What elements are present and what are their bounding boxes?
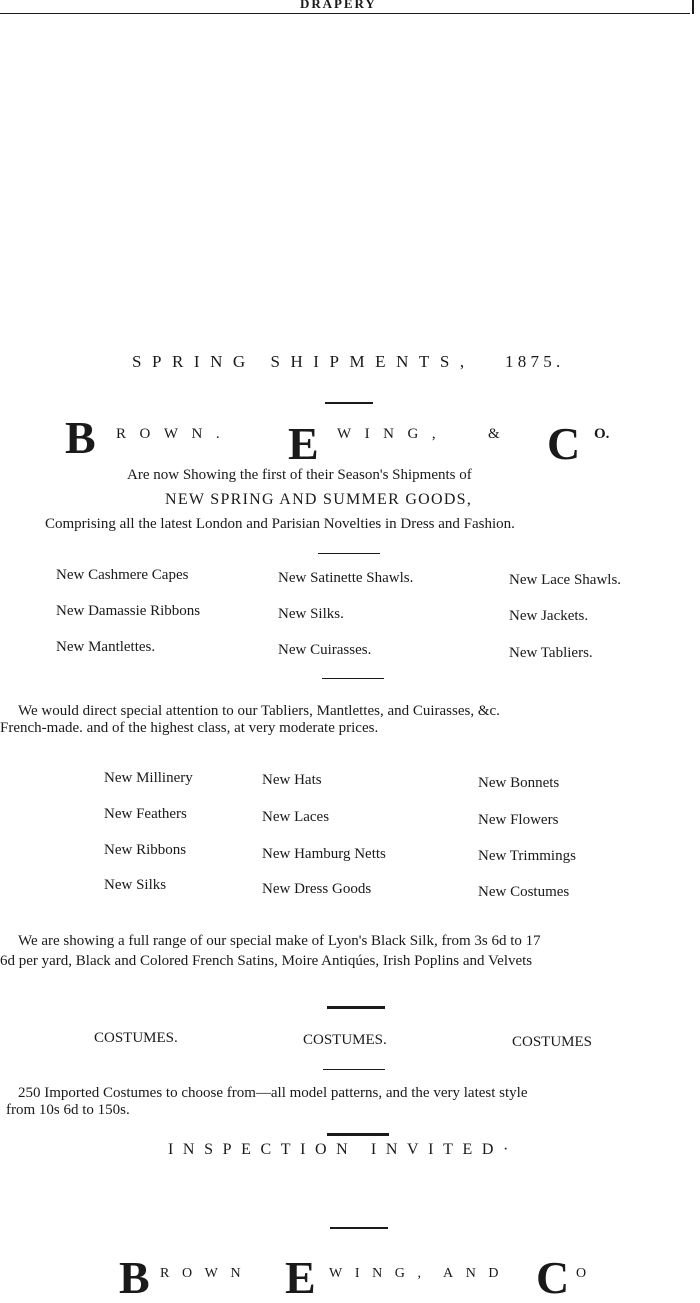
list-item: New Dress Goods <box>262 881 372 897</box>
list-item: New Flowers <box>478 812 559 828</box>
header-edge-mark <box>692 0 694 14</box>
firm-word-o: O. <box>594 426 610 442</box>
list-item: New Feathers <box>104 806 187 822</box>
list-item: New Lace Shawls. <box>509 572 622 588</box>
firm-initial-c: C <box>547 418 581 469</box>
list-item: New Millinery <box>104 770 193 786</box>
firm-ampersand: & <box>488 426 500 442</box>
divider <box>330 1227 388 1229</box>
footer-word-o: O <box>576 1266 587 1281</box>
divider <box>327 1133 389 1136</box>
footer-initial-b: B <box>119 1252 150 1303</box>
footer-word-wing: WING, <box>329 1266 434 1281</box>
divider <box>325 402 373 404</box>
section-header: DRAPERY <box>300 0 377 11</box>
list-item: New Hats <box>262 772 322 788</box>
headline-title: SPRING SHIPMENTS, <box>132 352 475 371</box>
intro-line-1: Are now Showing the first of their Season's Shipments of <box>127 467 472 483</box>
firm-word-wing: WING, <box>337 426 450 442</box>
attention-line-1: We would direct special attention to our Tabliers, Mantlettes, and Cuirasses, &c. <box>18 703 500 719</box>
list-item: New Hamburg Netts <box>262 846 386 862</box>
list-item: New Laces <box>262 809 330 825</box>
list-item: New Bonnets <box>478 775 560 791</box>
footer-word-and: AND <box>443 1266 512 1281</box>
list-item: New Jackets. <box>509 608 589 624</box>
attention-line-2: French-made. and of the highest class, at very moderate prices. <box>0 720 379 736</box>
costumes-heading-2: COSTUMES. <box>303 1032 387 1048</box>
list-item: New Silks. <box>278 606 344 622</box>
list-item: New Trimmings <box>478 848 576 864</box>
list-item: New Costumes <box>478 884 570 900</box>
costumes-heading-3: COSTUMES <box>512 1034 593 1050</box>
inspection-line: INSPECTION INVITED· <box>168 1141 518 1158</box>
headline-year: 1875. <box>505 352 565 371</box>
list-item: New Cuirasses. <box>278 642 372 658</box>
list-item: New Tabliers. <box>509 645 593 661</box>
intro-line-3: Comprising all the latest London and Parisian Novelties in Dress and Fashion. <box>45 516 515 532</box>
divider <box>327 1006 385 1009</box>
costumes-heading-1: COSTUMES. <box>94 1030 178 1046</box>
firm-word-rown: ROWN. <box>116 426 234 442</box>
intro-line-2: NEW SPRING AND SUMMER GOODS, <box>165 491 473 508</box>
header-rule <box>0 13 690 14</box>
silk-line-2: 6d per yard, Black and Colored French Satins, Moire Antiqúes, Irish Poplins and Velvets <box>0 953 533 969</box>
list-item: New Satinette Shawls. <box>278 570 414 586</box>
list-item: New Ribbons <box>104 842 187 858</box>
firm-initial-e: E <box>288 418 319 469</box>
divider <box>323 1069 385 1070</box>
footer-word-rown: ROWN <box>160 1266 254 1281</box>
firm-initial-b: B <box>65 412 96 463</box>
footer-initial-c: C <box>536 1252 570 1303</box>
list-item: New Silks <box>104 877 167 893</box>
divider <box>322 678 384 679</box>
imported-line-2: from 10s 6d to 150s. <box>6 1102 130 1118</box>
imported-line-1: 250 Imported Costumes to choose from—all model patterns, and the very latest style <box>18 1085 528 1101</box>
divider <box>318 553 380 554</box>
footer-initial-e: E <box>285 1252 316 1303</box>
list-item: New Mantlettes. <box>56 639 156 655</box>
list-item: New Cashmere Capes <box>56 567 189 583</box>
silk-line-1: We are showing a full range of our special make of Lyon's Black Silk, from 3s 6d to 17 <box>18 933 541 949</box>
list-item: New Damassie Ribbons <box>56 603 201 619</box>
